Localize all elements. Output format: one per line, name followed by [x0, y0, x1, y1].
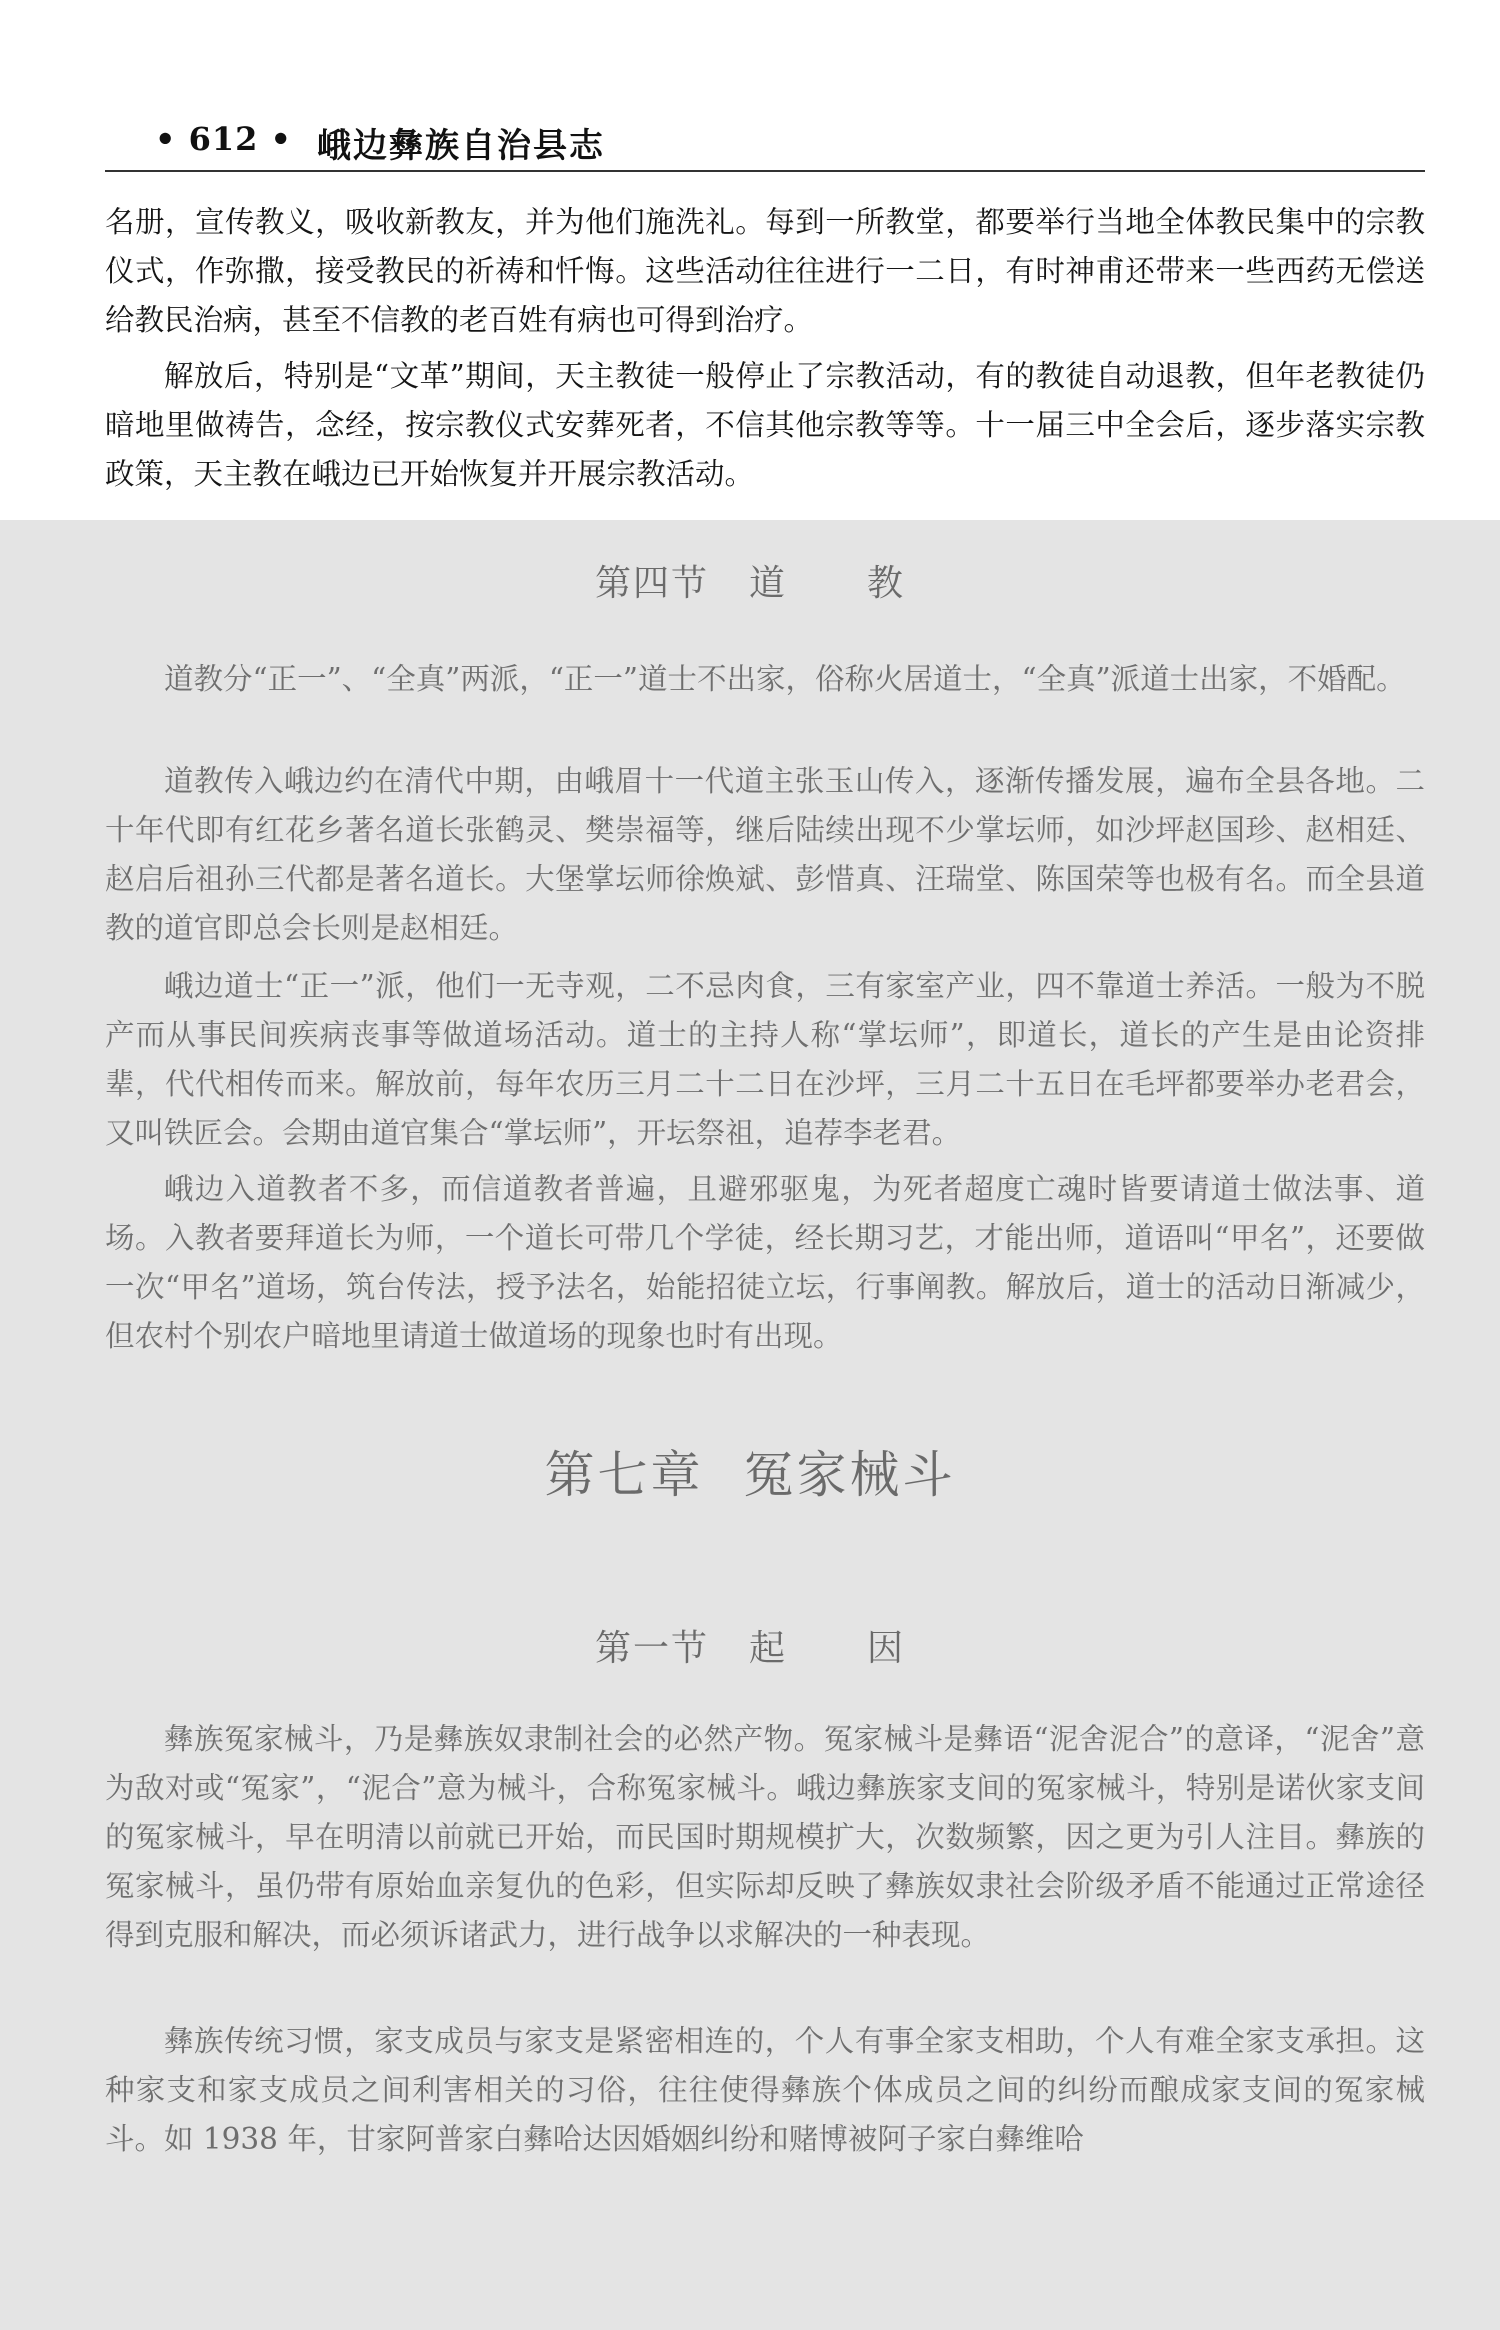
paragraph: 峨边道士“正一”派，他们一无寺观，二不忌肉食，三有家室产业，四不靠道士养活。一般为不脱产而从事民间疾病丧事等做道场活动。道士的主持人称“掌坛师”，即道长，道长的产生是由论资排辈，代代相传而来。解放前，每年农历三月二十二日在沙坪，三月二十五日在毛坪都要举办老君会，又叫铁匠会。会期由道官集合“掌坛师”，开坛祭祖，追荐李老君。	[105, 969, 1425, 1150]
paragraph: 解放后，特别是“文革”期间，天主教徒一般停止了宗教活动，有的教徒自动退教，但年老教徒仍暗地里做祷告，念经，按宗教仪式安葬死者，不信其他宗教等等。十一届三中全会后，逐步落实宗教政策，天主教在峨边已开始恢复并开展宗教活动。	[105, 359, 1425, 491]
chapter-title: 冤家械斗	[743, 1446, 956, 1504]
paragraph: 彝族传统习惯，家支成员与家支是紧密相连的，个人有事全家支相助，个人有难全家支承担。这种家支和家支成员之间利害相关的习俗，往往使得彝族个体成员之间的纠纷而酿成家支间的冤家械斗。如 1938 年，甘家阿普家白彝哈达因婚姻纠纷和赌博被阿子家白彝维哈	[105, 2024, 1425, 2156]
header-divider	[105, 170, 1425, 172]
paragraph: 名册，宣传教义，吸收新教友，并为他们施洗礼。每到一所教堂，都要举行当地全体教民集中的宗教仪式，作弥撒，接受教民的祈祷和忏悔。这些活动往往进行一二日，有时神甫还带来一些西药无偿送给教民治病，甚至不信教的老百姓有病也可得到治疗。	[105, 205, 1425, 337]
page-number: • 612 •	[155, 120, 292, 158]
paragraph: 道教传入峨边约在清代中期，由峨眉十一代道主张玉山传入，逐渐传播发展，遍布全县各地。二十年代即有红花乡著名道长张鹤灵、樊崇福等，继后陆续出现不少掌坛师，如沙坪赵国珍、赵相廷、赵启后祖孙三代都是著名道长。大堡掌坛师徐焕斌、彭惜真、汪瑞堂、陈国荣等也极有名。而全县道教的道官即总会长则是赵相廷。	[105, 764, 1425, 945]
paragraph: 道教分“正一”、“全真”两派，“正一”道士不出家，俗称火居道士，“全真”派道士出家，不婚配。	[164, 662, 1406, 696]
paragraph: 彝族冤家械斗，乃是彝族奴隶制社会的必然产物。冤家械斗是彝语“泥舍泥合”的意译，“泥舍”意为敌对或“冤家”，“泥合”意为械斗，合称冤家械斗。峨边彝族家支间的冤家械斗，特别是诺伙家支间的冤家械斗，早在明清以前就已开始，而民国时期规模扩大，次数频繁，因之更为引人注目。彝族的冤家械斗，虽仍带有原始血亲复仇的色彩，但实际却反映了彝族奴隶社会阶级矛盾不能通过正常途径得到克服和解决，而必须诉诸武力，进行战争以求解决的一种表现。	[105, 1722, 1425, 1952]
chapter-number: 第七章	[544, 1446, 704, 1504]
chapter-heading	[0, 1435, 1500, 1507]
section-heading	[0, 555, 1500, 606]
section-number: 第四节	[594, 563, 709, 604]
page-header	[105, 112, 1425, 172]
section-number: 第一节	[594, 1628, 709, 1669]
section-title-part: 起	[748, 1628, 787, 1669]
section-title-part: 教	[867, 563, 906, 604]
section-heading	[0, 1620, 1500, 1671]
book-title: 峨边彝族自治县志	[317, 126, 605, 166]
section-title-part: 因	[867, 1628, 906, 1669]
section-title-part: 道	[748, 563, 787, 604]
paragraph: 峨边入道教者不多，而信道教者普遍，且避邪驱鬼，为死者超度亡魂时皆要请道士做法事、道场。入教者要拜道长为师，一个道长可带几个学徒，经长期习艺，才能出师，道语叫“甲名”，还要做一次“甲名”道场，筑台传法，授予法名，始能招徒立坛，行事阐教。解放后，道士的活动日渐减少，但农村个别农户暗地里请道士做道场的现象也时有出现。	[105, 1172, 1425, 1353]
